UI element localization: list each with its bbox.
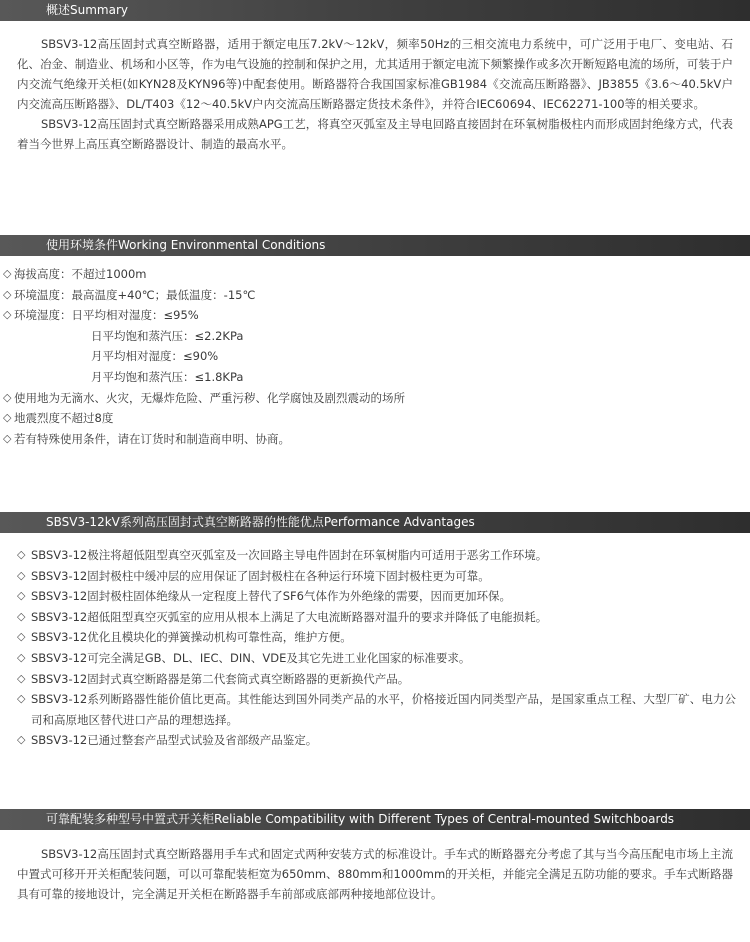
list-item: ◇ 环境湿度：日平均相对湿度：≤95% [0, 305, 750, 326]
list-item: ◇ SBSV3-12已通过整套产品型式试验及省部级产品鉴定。 [0, 730, 750, 751]
compat-paragraph: SBSV3-12高压固封式真空断路器用手车式和固定式两种安装方式的标准设计。手车式的断路器充分考虑了其与当今高压配电市场上主流中置式可移开开关柜配装问题，可以可靠配装柜宽为650mm、880mm和1000mm的开关柜，并能完全满足五防功能的要求。手车式断路器具有可靠的接地设计，完全满足开关柜在断路器手车前部或底部两种接地部位设计。 [17, 847, 733, 901]
diamond-bullet-icon: ◇ [3, 390, 12, 404]
diamond-bullet-icon: ◇ [17, 733, 26, 747]
performance-section [0, 512, 750, 751]
list-item: ◇ SBSV3-12极注将超低阻型真空灭弧室及一次回路主导电件固封在环氧树脂内可适用于恶劣工作环境。 [0, 545, 750, 566]
diamond-bullet-icon: ◇ [17, 650, 26, 664]
list-item: ◇ SBSV3-12固封极柱固体绝缘从一定程度上替代了SF6气体作为外绝缘的需要，因而更加环保。 [0, 586, 750, 607]
performance-header-bar [0, 512, 750, 533]
diamond-bullet-icon: ◇ [3, 411, 12, 425]
list-sub-item: 日平均饱和蒸汽压：≤2.2KPa [91, 328, 244, 343]
diamond-bullet-icon: ◇ [3, 431, 12, 445]
environment-list [0, 264, 750, 449]
diamond-bullet-icon: ◇ [3, 267, 12, 280]
compat-header-bar [0, 809, 750, 830]
performance-list [0, 545, 750, 751]
summary-paragraph: SBSV3-12高压固封式真空断路器，适用于额定电压7.2kV～12kV，频率50Hz的三相交流电力系统中，可广泛用于电厂、变电站、石化、冶金、制造业、机场和小区等，作为电气设施的控制和保护之用，尤其适用于额定电流下频繁操作或多次开断短路电流的场所，可装于户内交流气绝缘开关柜(如KYN28及KYN96等)中配套使用。断路器符合我国国家标准GB1984《交流高压断路器》、JB3855《3.6～40.5kV户内交流高压断路器》、DL/T403《12～40.5kV户内交流高压断路器定货技术条件》，并符合IEC60694、IEC62271-100等的相关要求。 [17, 37, 733, 111]
list-item: ◇ 海拔高度：不超过1000m [0, 264, 750, 285]
list-item: ◇ SBSV3-12固封极柱中缓冲层的应用保证了固封极柱在各种运行环境下固封极柱更为可靠。 [0, 566, 750, 587]
diamond-bullet-icon: ◇ [17, 630, 26, 644]
diamond-bullet-icon: ◇ [17, 589, 26, 603]
summary-paragraph: SBSV3-12高压固封式真空断路器采用成熟APG工艺，将真空灭弧室及主导电回路直接固封在环氧树脂极柱内而形成固封绝缘方式，代表着当今世界上高压真空断路器设计、制造的最高水平。 [17, 117, 733, 151]
diamond-bullet-icon: ◇ [17, 609, 26, 623]
diamond-bullet-icon: ◇ [3, 287, 12, 301]
list-item: ◇ SBSV3-12超低阻型真空灭弧室的应用从根本上满足了大电流断路器对温升的要求并降低了电能损耗。 [0, 607, 750, 628]
environment-title: 使用环境条件Working Environmental Conditions [46, 238, 326, 252]
environment-section [0, 235, 750, 449]
list-item: ◇ 若有特殊使用条件，请在订货时和制造商申明、协商。 [0, 429, 750, 450]
list-item: ◇ 地震烈度不超过8度 [0, 408, 750, 429]
environment-header-bar [0, 235, 750, 256]
compat-title: 可靠配装多种型号中置式开关柜Reliable Compatibility with Different Types of Central-mounted Switchboards [46, 812, 675, 826]
diamond-bullet-icon: ◇ [3, 308, 12, 322]
diamond-bullet-icon: ◇ [17, 548, 26, 561]
list-sub-item: 月平均相对湿度：≤90% [91, 349, 219, 364]
list-item: ◇ 使用地为无滴水、火灾，无爆炸危险、严重污秽、化学腐蚀及剧烈震动的场所 [0, 388, 750, 409]
diamond-bullet-icon: ◇ [17, 568, 26, 582]
summary-title: 概述Summary [46, 3, 128, 17]
list-item: ◇ 环境温度：最高温度+40℃；最低温度：-15℃ [0, 285, 750, 306]
list-item: ◇ SBSV3-12可完全满足GB、DL、IEC、DIN、VDE及其它先进工业化国家的标准要求。 [0, 648, 750, 669]
diamond-bullet-icon: ◇ [17, 692, 26, 706]
performance-title: SBSV3-12kV系列高压固封式真空断路器的性能优点Performance Advantages [46, 515, 475, 529]
compat-section [0, 809, 750, 904]
list-item: ◇ SBSV3-12优化且模块化的弹簧操动机构可靠性高，维护方便。 [0, 627, 750, 648]
list-item: ◇ SBSV3-12固封式真空断路器是第二代套筒式真空断路器的更新换代产品。 [0, 669, 750, 690]
summary-header-bar [0, 0, 750, 21]
list-sub-item: 月平均饱和蒸汽压：≤1.8KPa [91, 369, 244, 384]
diamond-bullet-icon: ◇ [17, 671, 26, 685]
list-item: ◇ SBSV3-12系列断路器性能价值比更高。其性能达到国外同类产品的水平，价格接近国内同类型产品，是国家重点工程、大型厂矿、电力公司和高原地区替代进口产品的理想选择。 [0, 689, 750, 730]
summary-section [0, 0, 750, 154]
